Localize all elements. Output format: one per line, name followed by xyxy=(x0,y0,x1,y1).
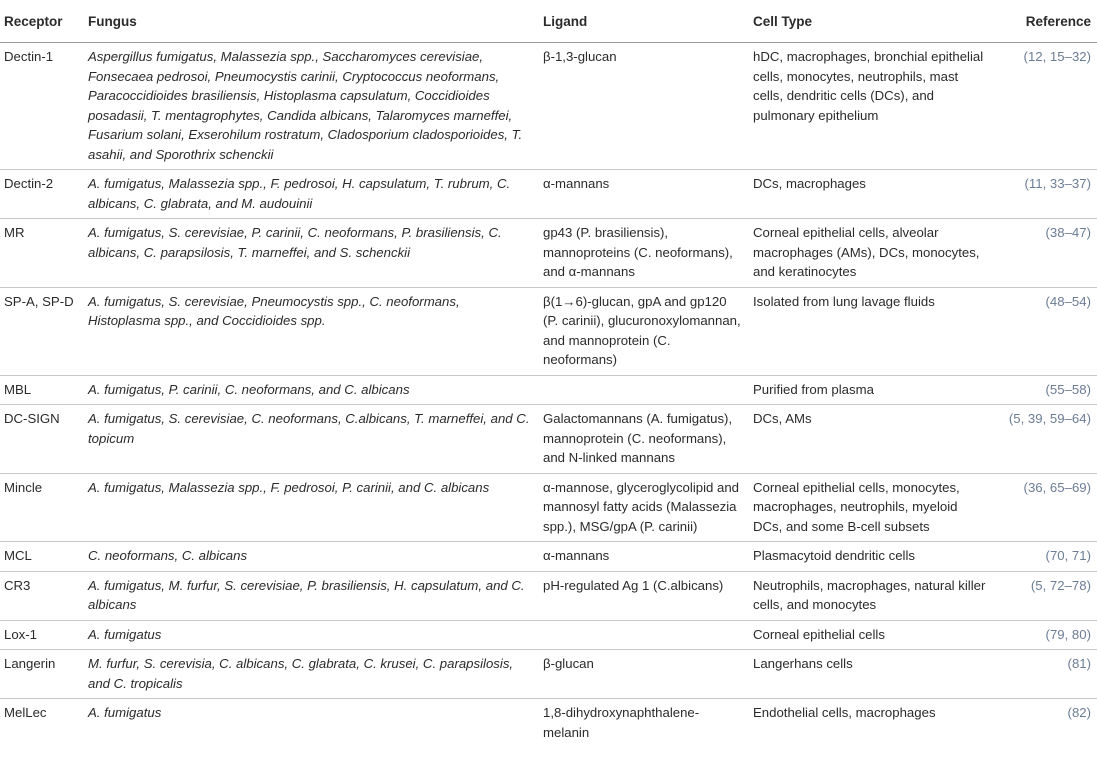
cell-ligand xyxy=(539,375,749,405)
cell-fungus: A. fumigatus xyxy=(84,620,539,650)
cell-cell-type: Neutrophils, macrophages, natural killer cells, and monocytes xyxy=(749,571,994,620)
cell-reference-link[interactable]: (5, 72–78) xyxy=(994,571,1097,620)
table-row xyxy=(0,405,1097,474)
cell-reference-link[interactable]: (82) xyxy=(1067,705,1091,720)
table-header-row xyxy=(0,0,1097,43)
cell-cell-type: Corneal epithelial cells, monocytes, macrophages, neutrophils, myeloid DCs, and some B-cell subsets xyxy=(749,473,994,542)
table-row xyxy=(0,43,1097,170)
cell-reference-link[interactable]: (70, 71) xyxy=(994,542,1097,572)
cell-reference-link[interactable]: (5, 39, 59–64) xyxy=(994,405,1097,474)
cell-receptor: Mincle xyxy=(0,473,84,542)
cell-cell-type: Isolated from lung lavage fluids xyxy=(749,287,994,375)
cell-reference-link[interactable]: (12, 15–32) xyxy=(994,43,1097,170)
cell-fungus: A. fumigatus, S. cerevisiae, P. carinii, C. neoformans, P. brasiliensis, C. albicans, C. parapsilosis, T. marneffei, and S. schenckii xyxy=(84,219,539,288)
cell-ligand: α-mannans xyxy=(539,542,749,572)
cell-receptor: Dectin-1 xyxy=(0,43,84,170)
cell-fungus: A. fumigatus, S. cerevisiae, C. neoformans, C.albicans, T. marneffei, and C. topicum xyxy=(84,405,539,474)
cell-ligand: 1,8-dihydroxynaphthalene-melanin xyxy=(543,705,700,740)
header-fungus: Fungus xyxy=(84,0,539,43)
table-row xyxy=(0,620,1097,650)
table-row xyxy=(0,571,1097,620)
table-row xyxy=(0,542,1097,572)
cell-fungus: M. furfur, S. cerevisia, C. albicans, C. glabrata, C. krusei, C. parapsilosis, and C. tropicalis xyxy=(84,650,539,699)
cell-cell-type: hDC, macrophages, bronchial epithelial cells, monocytes, neutrophils, mast cells, dendritic cells (DCs), and pulmonary epithelium xyxy=(749,43,994,170)
cell-fungus: Aspergillus fumigatus, Malassezia spp., Saccharomyces cerevisiae, Fonsecaea pedrosoi, Pneumocystis carinii, Cryptococcus neoformans, Paracoccidioides brasiliensis, Histoplasma capsulatum, Coccidioides posadasii, T. mentagrophytes, Candida albicans, Talaromyces marneffei, Fusarium solani, Exserohilum rostratum, Cladosporium cladosporioides, T. asahii, and Sporothrix schenckii xyxy=(84,43,539,170)
cell-reference-link[interactable]: (79, 80) xyxy=(994,620,1097,650)
cell-cell-type: Langerhans cells xyxy=(749,650,994,699)
table-row xyxy=(0,650,1097,699)
cell-ligand: β(1→6)-glucan, gpA and gp120 (P. carinii), glucuronoxylomannan, and mannoprotein (C. neoformans) xyxy=(539,287,749,375)
cell-ligand: β-1,3-glucan xyxy=(539,43,749,170)
table-row xyxy=(0,219,1097,288)
header-cell-type: Cell Type xyxy=(749,0,994,43)
cell-ligand xyxy=(539,620,749,650)
cell-receptor: MCL xyxy=(0,542,84,572)
cell-receptor: DC-SIGN xyxy=(0,405,84,474)
cell-ligand: pH-regulated Ag 1 (C.albicans) xyxy=(539,571,749,620)
cell-fungus: A. fumigatus, Malassezia spp., F. pedrosoi, H. capsulatum, T. rubrum, C. albicans, C. glabrata, and M. audouinii xyxy=(84,170,539,219)
table-row xyxy=(0,375,1097,405)
cell-reference-link[interactable]: (38–47) xyxy=(994,219,1097,288)
cell-receptor: Langerin xyxy=(0,650,84,699)
cell-fungus: C. neoformans, C. albicans xyxy=(84,542,539,572)
table-row xyxy=(0,170,1097,219)
cell-reference-link[interactable]: (55–58) xyxy=(994,375,1097,405)
cell-cell-type: DCs, macrophages xyxy=(749,170,994,219)
cell-receptor: MelLec xyxy=(4,705,47,720)
cell-cell-type: Plasmacytoid dendritic cells xyxy=(749,542,994,572)
cell-receptor: SP-A, SP-D xyxy=(0,287,84,375)
header-receptor: Receptor xyxy=(0,0,84,43)
cell-receptor: MBL xyxy=(0,375,84,405)
cell-receptor: Dectin-2 xyxy=(0,170,84,219)
cell-ligand: gp43 (P. brasiliensis), mannoproteins (C. neoformans), and α-mannans xyxy=(539,219,749,288)
cell-receptor: Lox-1 xyxy=(0,620,84,650)
cell-reference-link[interactable]: (11, 33–37) xyxy=(994,170,1097,219)
header-reference: Reference xyxy=(994,0,1097,43)
cell-fungus: A. fumigatus, P. carinii, C. neoformans, and C. albicans xyxy=(84,375,539,405)
cell-reference-link[interactable]: (48–54) xyxy=(994,287,1097,375)
cell-ligand: Galactomannans (A. fumigatus), mannoprotein (C. neoformans), and N-linked mannans xyxy=(539,405,749,474)
cell-fungus: A. fumigatus, S. cerevisiae, Pneumocystis spp., C. neoformans, Histoplasma spp., and Coccidioides spp. xyxy=(84,287,539,375)
cell-cell-type: Endothelial cells, macrophages xyxy=(753,705,936,720)
cell-receptor: CR3 xyxy=(0,571,84,620)
cell-reference-link[interactable]: (36, 65–69) xyxy=(994,473,1097,542)
cell-ligand: α-mannans xyxy=(539,170,749,219)
header-ligand: Ligand xyxy=(539,0,749,43)
cell-cell-type: DCs, AMs xyxy=(749,405,994,474)
table-row xyxy=(0,473,1097,542)
cell-receptor: MR xyxy=(0,219,84,288)
cell-reference-link[interactable]: (81) xyxy=(994,650,1097,699)
cell-ligand: β-glucan xyxy=(539,650,749,699)
cell-fungus: A. fumigatus xyxy=(88,705,162,720)
cell-cell-type: Purified from plasma xyxy=(749,375,994,405)
table-row xyxy=(0,287,1097,375)
cell-fungus: A. fumigatus, M. furfur, S. cerevisiae, P. brasiliensis, H. capsulatum, and C. albicans xyxy=(84,571,539,620)
table-row xyxy=(0,699,1097,748)
cell-ligand: α-mannose, glyceroglycolipid and mannosyl fatty acids (Malassezia spp.), MSG/gpA (P. carinii) xyxy=(539,473,749,542)
cell-cell-type: Corneal epithelial cells, alveolar macrophages (AMs), DCs, monocytes, and keratinocytes xyxy=(749,219,994,288)
cell-cell-type: Corneal epithelial cells xyxy=(749,620,994,650)
cell-fungus: A. fumigatus, Malassezia spp., F. pedrosoi, P. carinii, and C. albicans xyxy=(84,473,539,542)
